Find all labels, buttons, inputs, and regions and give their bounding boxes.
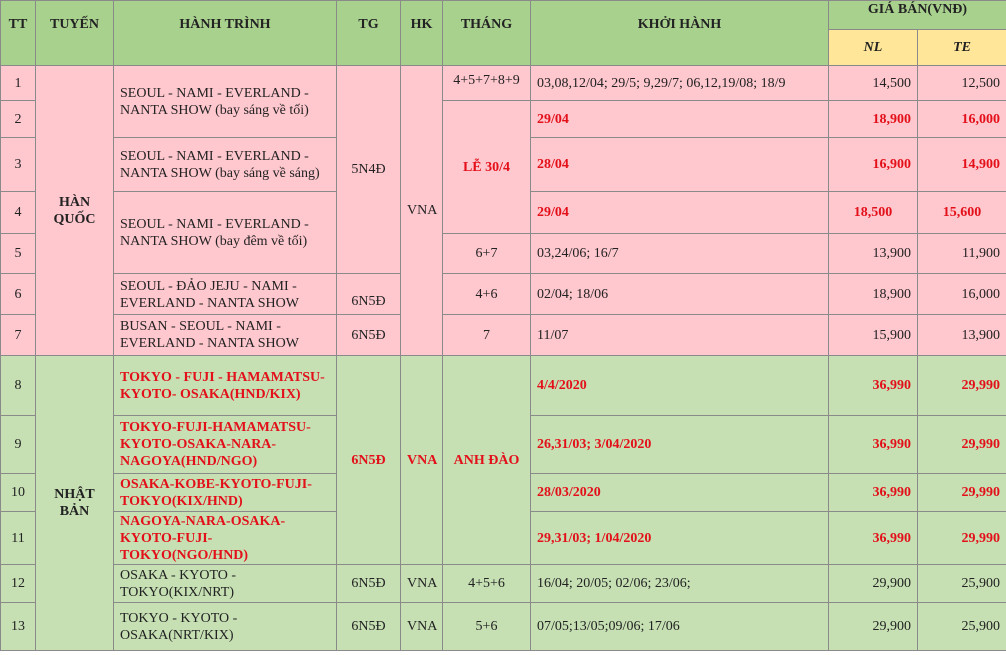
col-header-khoi-hanh: KHỞI HÀNH [531, 1, 829, 66]
col-header-nl: NL [829, 30, 918, 66]
price-adult: 13,900 [829, 234, 918, 274]
departure-dates: 29/04 [531, 101, 829, 138]
price-child: 16,000 [918, 274, 1006, 315]
route-name: OSAKA-KOBE-KYOTO-FUJI- TOKYO(KIX/HND) [114, 474, 337, 512]
departure-dates: 02/04; 18/06 [531, 274, 829, 315]
price-adult: 14,500 [829, 66, 918, 101]
region-korea: HÀN QUỐC [36, 66, 114, 356]
row-number: 12 [1, 565, 36, 603]
price-child: 15,600 [918, 192, 1006, 234]
col-header-tt: TT [1, 1, 36, 66]
table-row [1, 274, 1006, 315]
price-child: 13,900 [918, 315, 1006, 356]
departure-dates: 26,31/03; 3/04/2020 [531, 416, 829, 474]
price-adult: 18,900 [829, 274, 918, 315]
price-child: 14,900 [918, 138, 1006, 192]
route-name: OSAKA - KYOTO - TOKYO(KIX/NRT) [114, 565, 337, 603]
travel-month: 6+7 [443, 234, 531, 274]
table-row [1, 315, 1006, 356]
duration: 5N4Đ [337, 66, 401, 274]
route-name: SEOUL - NAMI - EVERLAND - NANTA SHOW (bay sáng về sáng) [114, 138, 337, 192]
route-name: SEOUL - NAMI - EVERLAND - NANTA SHOW (bay đêm về tối) [114, 192, 337, 274]
price-adult: 36,990 [829, 474, 918, 512]
route-name: SEOUL - NAMI - EVERLAND - NANTA SHOW (bay sáng về tối) [114, 66, 337, 138]
col-header-hanh-trinh: HÀNH TRÌNH [114, 1, 337, 66]
route-name: TOKYO-FUJI-HAMAMATSU- KYOTO-OSAKA-NARA- NAGOYA(HND/NGO) [114, 416, 337, 474]
duration: 6N5Đ [337, 603, 401, 651]
row-number: 2 [1, 101, 36, 138]
col-header-hk: HK [401, 1, 443, 66]
region-japan: NHẬT BẢN [36, 356, 114, 651]
travel-month-holiday: LỄ 30/4 [443, 101, 531, 234]
departure-dates: 29/04 [531, 192, 829, 234]
price-adult: 18,900 [829, 101, 918, 138]
row-number: 8 [1, 356, 36, 416]
table-row [1, 603, 1006, 651]
row-number: 6 [1, 274, 36, 315]
airline: VNA [401, 356, 443, 565]
table-row [1, 356, 1006, 416]
airline: VNA [401, 565, 443, 603]
row-number: 7 [1, 315, 36, 356]
price-child: 16,000 [918, 101, 1006, 138]
table-row [1, 565, 1006, 603]
travel-month: 7 [443, 315, 531, 356]
price-adult: 36,990 [829, 512, 918, 565]
col-header-tuyen: TUYẾN [36, 1, 114, 66]
duration: 6N5Đ [337, 565, 401, 603]
departure-dates: 03,08,12/04; 29/5; 9,29/7; 06,12,19/08; 18/9 [531, 66, 829, 101]
price-adult: 16,900 [829, 138, 918, 192]
travel-month: 4+6 [443, 274, 531, 315]
duration: 6N5Đ [337, 274, 401, 315]
row-number: 5 [1, 234, 36, 274]
price-child: 11,900 [918, 234, 1006, 274]
departure-dates: 28/04 [531, 138, 829, 192]
departure-dates: 29,31/03; 1/04/2020 [531, 512, 829, 565]
col-header-thang: THÁNG [443, 1, 531, 66]
travel-month-cherry-blossom: ANH ĐÀO [443, 356, 531, 565]
price-child: 29,990 [918, 356, 1006, 416]
departure-dates: 07/05;13/05;09/06; 17/06 [531, 603, 829, 651]
price-adult: 36,990 [829, 416, 918, 474]
price-adult: 29,900 [829, 603, 918, 651]
price-child: 25,900 [918, 603, 1006, 651]
row-number: 13 [1, 603, 36, 651]
route-name: TOKYO - FUJI - HAMAMATSU- KYOTO- OSAKA(HND/KIX) [114, 356, 337, 416]
travel-month: 5+6 [443, 603, 531, 651]
price-child: 12,500 [918, 66, 1006, 101]
col-header-tg: TG [337, 1, 401, 66]
duration: 6N5Đ [337, 315, 401, 356]
row-number: 1 [1, 66, 36, 101]
route-name: NAGOYA-NARA-OSAKA- KYOTO-FUJI- TOKYO(NGO/HND) [114, 512, 337, 565]
col-header-te: TE [918, 30, 1006, 66]
travel-month: 4+5+7+8+9 [443, 66, 531, 101]
travel-month: 4+5+6 [443, 565, 531, 603]
row-number: 4 [1, 192, 36, 234]
route-name: SEOUL - ĐẢO JEJU - NAMI - EVERLAND - NANTA SHOW [114, 274, 337, 315]
table-row [1, 66, 1006, 101]
price-adult: 29,900 [829, 565, 918, 603]
route-name: TOKYO - KYOTO - OSAKA(NRT/KIX) [114, 603, 337, 651]
price-child: 29,990 [918, 474, 1006, 512]
price-child: 25,900 [918, 565, 1006, 603]
airline: VNA [401, 603, 443, 651]
price-child: 29,990 [918, 512, 1006, 565]
departure-dates: 11/07 [531, 315, 829, 356]
departure-dates: 28/03/2020 [531, 474, 829, 512]
price-child: 29,990 [918, 416, 1006, 474]
price-adult: 18,500 [829, 192, 918, 234]
row-number: 3 [1, 138, 36, 192]
row-number: 11 [1, 512, 36, 565]
departure-dates: 03,24/06; 16/7 [531, 234, 829, 274]
col-header-gia-ban: GIÁ BÁN(VNĐ) [829, 1, 1006, 30]
row-number: 10 [1, 474, 36, 512]
airline: VNA [401, 66, 443, 356]
route-name: BUSAN - SEOUL - NAMI - EVERLAND - NANTA SHOW [114, 315, 337, 356]
departure-dates: 4/4/2020 [531, 356, 829, 416]
duration: 6N5Đ [337, 356, 401, 565]
row-number: 9 [1, 416, 36, 474]
price-adult: 36,990 [829, 356, 918, 416]
price-adult: 15,900 [829, 315, 918, 356]
departure-dates: 16/04; 20/05; 02/06; 23/06; [531, 565, 829, 603]
